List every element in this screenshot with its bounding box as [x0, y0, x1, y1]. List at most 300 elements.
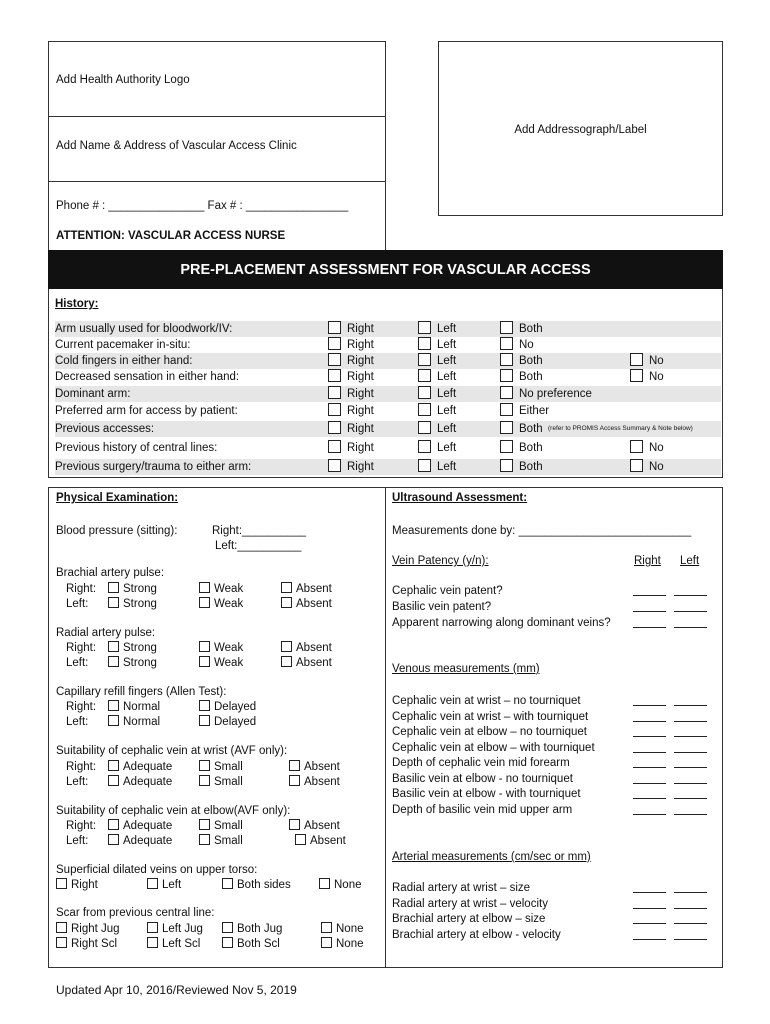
checkbox[interactable] [630, 369, 643, 382]
patency-item: Cephalic vein patent? [392, 585, 503, 597]
history-option-o3[interactable] [500, 421, 543, 437]
history-option-o2[interactable] [418, 353, 456, 369]
patency-item-blanks[interactable] [625, 585, 707, 599]
brachial-left-opt1[interactable] [199, 597, 243, 611]
scar-row1-option-0-label: Right Jug [71, 923, 120, 935]
history-row [55, 386, 721, 402]
left-blank[interactable] [674, 773, 707, 784]
checkbox[interactable] [418, 369, 431, 382]
history-option-o2[interactable] [418, 337, 456, 353]
option-label: Left [437, 371, 457, 383]
checkbox[interactable] [281, 641, 292, 652]
option-label: No [649, 371, 664, 383]
brachial-left-opt0[interactable] [108, 597, 157, 611]
history-option-o2[interactable] [418, 403, 456, 419]
checkbox[interactable] [500, 353, 513, 366]
history-option-o1[interactable] [328, 353, 374, 369]
patency-item: Apparent narrowing along dominant veins? [392, 617, 611, 629]
radial-right-opt1-label: Weak [214, 642, 244, 654]
form-title: PRE-PLACEMENT ASSESSMENT FOR VASCULAR ACCESS [180, 262, 591, 278]
history-option-o1[interactable] [328, 440, 374, 456]
option-label: Both [519, 323, 543, 335]
arterial-item: Brachial artery at elbow – size [392, 913, 546, 925]
arterial-item-blanks[interactable] [625, 913, 707, 927]
checkbox[interactable] [295, 834, 306, 845]
right-blank[interactable] [633, 711, 666, 722]
radial-left-opt2[interactable] [281, 656, 332, 670]
history-heading: History: [55, 298, 99, 310]
left-blank[interactable] [674, 788, 707, 799]
history-row [55, 421, 721, 437]
ceph-elbow-right-side: Right: [66, 820, 97, 832]
radial-left-opt1[interactable] [199, 656, 243, 670]
option-label: Right [347, 371, 374, 383]
history-option-o1[interactable] [328, 369, 374, 385]
option-label: Right [347, 323, 374, 335]
checkbox[interactable] [56, 937, 67, 948]
torso-option-0-label: Right [71, 879, 98, 891]
torso-option-3[interactable] [319, 878, 362, 892]
right-blank[interactable] [633, 726, 666, 737]
left-blank[interactable] [674, 913, 707, 924]
checkbox[interactable] [500, 459, 513, 472]
capillary-left-opt0[interactable] [108, 715, 160, 729]
left-blank[interactable] [674, 882, 707, 893]
checkbox[interactable] [199, 582, 210, 593]
ceph-elbow-right-opt0[interactable] [108, 819, 172, 833]
radial-right-opt2[interactable] [281, 641, 332, 655]
venous-item: Cephalic vein at wrist – with tourniquet [392, 710, 589, 723]
checkbox[interactable] [222, 937, 233, 948]
brachial-left-opt0-label: Strong [123, 598, 157, 610]
checkbox[interactable] [108, 715, 119, 726]
bp-left-field[interactable]: Left:__________ [215, 540, 302, 552]
arterial-item-blanks[interactable] [625, 882, 707, 896]
scar-row2-option-2-label: Both Scl [237, 938, 280, 950]
checkbox[interactable] [328, 403, 341, 416]
checkbox[interactable] [108, 700, 119, 711]
brachial-right-opt2[interactable] [281, 582, 332, 596]
option-label: No [649, 355, 664, 367]
checkbox[interactable] [630, 440, 643, 453]
checkbox[interactable] [500, 337, 513, 350]
ceph-elbow-left-opt0-label: Adequate [123, 835, 173, 847]
checkbox[interactable] [108, 597, 119, 608]
capillary-left-opt1[interactable] [199, 715, 256, 729]
checkbox[interactable] [56, 922, 67, 933]
addressograph-placeholder: Add Addressograph/Label [514, 124, 647, 136]
option-label: No [519, 339, 534, 351]
checkbox[interactable] [108, 582, 119, 593]
venous-title: Venous measurements (mm) [392, 663, 540, 675]
option-label: No preference [519, 388, 592, 400]
ceph-wrist-right-opt0[interactable] [108, 760, 172, 774]
scar-row1-option-2[interactable] [222, 922, 282, 936]
history-option-o2[interactable] [418, 386, 456, 402]
checkbox[interactable] [199, 641, 210, 652]
history-option-o2[interactable] [418, 440, 456, 456]
ceph-wrist-left-opt0-label: Adequate [123, 776, 173, 788]
checkbox[interactable] [418, 337, 431, 350]
checkbox[interactable] [418, 440, 431, 453]
checkbox[interactable] [418, 421, 431, 434]
venous-item-blanks[interactable] [625, 726, 707, 740]
option-label: Left [437, 388, 457, 400]
right-blank[interactable] [633, 617, 666, 628]
ceph-wrist-right-opt2-label: Absent [304, 761, 340, 773]
checkbox[interactable] [108, 760, 119, 771]
left-blank[interactable] [674, 585, 707, 596]
checkbox[interactable] [147, 922, 158, 933]
option-label: Both [519, 442, 543, 454]
right-blank[interactable] [633, 695, 666, 706]
checkbox[interactable] [199, 760, 210, 771]
checkbox[interactable] [199, 597, 210, 608]
left-blank[interactable] [674, 711, 707, 722]
scar-row1-option-1[interactable] [147, 922, 203, 936]
checkbox[interactable] [199, 715, 210, 726]
history-question: Previous history of central lines: [55, 442, 218, 454]
ceph-wrist-right-opt1[interactable] [199, 760, 243, 774]
radial-left-side: Left: [66, 657, 89, 669]
checkbox[interactable] [289, 775, 300, 786]
patency-item-blanks[interactable] [625, 617, 707, 631]
history-option-o3[interactable] [500, 403, 549, 419]
checkbox[interactable] [328, 459, 341, 472]
venous-item-blanks[interactable] [625, 711, 707, 725]
scar-row1-option-0[interactable] [56, 922, 120, 936]
ceph-wrist-right-opt0-label: Adequate [123, 761, 173, 773]
checkbox[interactable] [281, 582, 292, 593]
checkbox[interactable] [630, 353, 643, 366]
patency-title: Vein Patency (y/n): [392, 555, 489, 567]
right-blank[interactable] [633, 757, 666, 768]
radial-left-opt0-label: Strong [123, 657, 157, 669]
arterial-item-blanks[interactable] [625, 929, 707, 943]
option-label: Left [437, 442, 457, 454]
right-blank[interactable] [633, 601, 666, 612]
bp-right-field[interactable]: Right:__________ [212, 525, 306, 537]
history-option-o4[interactable] [630, 440, 664, 456]
history-option-o4[interactable] [630, 459, 664, 475]
history-option-o3[interactable] [500, 337, 534, 353]
ceph-wrist-right-opt2[interactable] [289, 760, 340, 774]
option-label: Both [519, 371, 543, 383]
history-option-o3[interactable] [500, 386, 592, 402]
checkbox[interactable] [328, 337, 341, 350]
checkbox[interactable] [328, 440, 341, 453]
checkbox[interactable] [319, 878, 330, 889]
right-blank[interactable] [633, 882, 666, 893]
checkbox[interactable] [56, 878, 67, 889]
ceph-elbow-right-opt2-label: Absent [304, 820, 340, 832]
attention-line: ATTENTION: VASCULAR ACCESS NURSE [56, 230, 286, 242]
left-blank[interactable] [674, 617, 707, 628]
history-option-o3[interactable] [500, 369, 543, 385]
checkbox[interactable] [500, 421, 513, 434]
history-option-o1[interactable] [328, 403, 374, 419]
history-question: Arm usually used for bloodwork/IV: [55, 323, 233, 335]
history-question: Previous accesses: [55, 423, 155, 435]
ceph-elbow-left-opt1-label: Small [214, 835, 243, 847]
history-option-o2[interactable] [418, 421, 456, 437]
ceph-wrist-left-opt0[interactable] [108, 775, 172, 789]
venous-item: Basilic vein at elbow - with tourniquet [392, 788, 581, 800]
venous-item-blanks[interactable] [625, 757, 707, 771]
venous-item: Cephalic vein at elbow – no tourniquet [392, 726, 587, 738]
brachial-right-opt0[interactable] [108, 582, 157, 596]
history-option-o2[interactable] [418, 369, 456, 385]
checkbox[interactable] [328, 369, 341, 382]
history-option-o3[interactable] [500, 459, 543, 475]
left-blank[interactable] [674, 757, 707, 768]
brachial-right-opt1[interactable] [199, 582, 243, 596]
left-blank[interactable] [674, 929, 707, 940]
radial-left-opt0[interactable] [108, 656, 157, 670]
arterial-item: Radial artery at wrist – velocity [392, 897, 548, 910]
checkbox[interactable] [108, 775, 119, 786]
checkbox[interactable] [418, 321, 431, 334]
option-label: Either [519, 405, 550, 417]
option-label: Right [347, 388, 374, 400]
venous-item-blanks[interactable] [625, 742, 707, 756]
ceph-elbow-left-opt0[interactable] [108, 834, 172, 848]
radial-left-opt1-label: Weak [214, 657, 244, 669]
checkbox[interactable] [500, 386, 513, 399]
checkbox[interactable] [500, 369, 513, 382]
checkbox[interactable] [500, 403, 513, 416]
ceph-wrist-left-opt2[interactable] [289, 775, 340, 789]
scar-row2-option-1-label: Left Scl [162, 938, 201, 950]
checkbox[interactable] [328, 321, 341, 334]
history-option-o1[interactable] [328, 337, 374, 353]
patency-item: Basilic vein patent? [392, 601, 492, 613]
history-option-o4[interactable] [630, 353, 664, 369]
history-option-o4[interactable] [630, 369, 664, 385]
right-blank[interactable] [633, 929, 666, 940]
history-row [55, 403, 721, 419]
left-blank[interactable] [674, 804, 707, 815]
history-row [55, 321, 721, 337]
history-row [55, 337, 721, 353]
venous-item-blanks[interactable] [625, 695, 707, 709]
checkbox[interactable] [147, 937, 158, 948]
right-blank[interactable] [633, 585, 666, 596]
checkbox[interactable] [418, 403, 431, 416]
checkbox[interactable] [108, 834, 119, 845]
ceph-elbow-title: Suitability of cephalic vein at elbow(AVF only): [56, 805, 291, 817]
checkbox[interactable] [199, 819, 210, 830]
ceph-wrist-left-opt1[interactable] [199, 775, 243, 789]
left-blank[interactable] [674, 742, 707, 753]
radial-right-opt1[interactable] [199, 641, 243, 655]
checkbox[interactable] [289, 819, 300, 830]
radial-left-opt2-label: Absent [296, 657, 332, 669]
ceph-elbow-right-opt2[interactable] [289, 819, 340, 833]
checkbox[interactable] [321, 937, 332, 948]
venous-item-blanks[interactable] [625, 773, 707, 787]
history-row [55, 369, 721, 385]
brachial-left-opt2-label: Absent [296, 598, 332, 610]
torso-option-2-label: Both sides [237, 879, 291, 891]
capillary-title: Capillary refill fingers (Allen Test): [56, 686, 227, 698]
option-label: Left [437, 405, 457, 417]
checkbox[interactable] [108, 641, 119, 652]
right-blank[interactable] [633, 804, 666, 815]
checkbox[interactable] [108, 656, 119, 667]
torso-option-1[interactable] [147, 878, 181, 892]
checkbox[interactable] [199, 700, 210, 711]
right-blank[interactable] [633, 913, 666, 924]
option-label: Left [437, 461, 457, 473]
brachial-left-opt2[interactable] [281, 597, 332, 611]
option-label: Right [347, 461, 374, 473]
ceph-wrist-title: Suitability of cephalic vein at wrist (AVF only): [56, 745, 288, 757]
scar-row2-option-3-label: None [336, 938, 364, 950]
scar-row1-option-2-label: Both Jug [237, 923, 283, 935]
checkbox[interactable] [328, 386, 341, 399]
option-label: Left [437, 355, 457, 367]
history-question: Decreased sensation in either hand: [55, 371, 240, 383]
torso-option-1-label: Left [162, 879, 182, 891]
scar-row2-option-2[interactable] [222, 937, 280, 951]
venous-item-blanks[interactable] [625, 804, 707, 818]
torso-option-2[interactable] [222, 878, 291, 892]
right-blank[interactable] [633, 742, 666, 753]
scar-row1-option-3-label: None [336, 923, 364, 935]
history-question: Previous surgery/trauma to either arm: [55, 461, 252, 473]
scar-row2-option-0[interactable] [56, 937, 117, 951]
option-label: Right [347, 355, 374, 367]
checkbox[interactable] [418, 459, 431, 472]
checkbox[interactable] [418, 353, 431, 366]
scar-row2-option-1[interactable] [147, 937, 200, 951]
ceph-wrist-left-opt2-label: Absent [304, 776, 340, 788]
checkbox[interactable] [500, 440, 513, 453]
physical-heading: Physical Examination: [56, 492, 179, 504]
ceph-elbow-right-opt1[interactable] [199, 819, 243, 833]
capillary-right-opt1[interactable] [199, 700, 256, 714]
checkbox[interactable] [328, 421, 341, 434]
option-label: No [649, 442, 664, 454]
ceph-elbow-left-opt2-label: Absent [310, 835, 346, 847]
option-label: Both [519, 461, 543, 473]
history-option-o2[interactable] [418, 321, 456, 337]
previous-access-note: (refer to PROMIS Access Summary & Note below) [548, 425, 693, 432]
left-blank[interactable] [674, 601, 707, 612]
checkbox[interactable] [147, 878, 158, 889]
radial-right-opt0-label: Strong [123, 642, 157, 654]
bp-label: Blood pressure (sitting): [56, 525, 178, 537]
checkbox[interactable] [418, 386, 431, 399]
option-label: Left [437, 339, 457, 351]
option-label: Both [519, 423, 543, 435]
venous-item-blanks[interactable] [625, 788, 707, 802]
measured-by-field[interactable]: Measurements done by: ___________________________ [392, 525, 692, 537]
arterial-item: Brachial artery at elbow - velocity [392, 928, 561, 941]
checkbox[interactable] [108, 819, 119, 830]
radial-title: Radial artery pulse: [56, 627, 156, 639]
ceph-wrist-right-side: Right: [66, 761, 97, 773]
left-blank[interactable] [674, 726, 707, 737]
option-label: Right [347, 339, 374, 351]
checkbox[interactable] [281, 656, 292, 667]
history-question: Dominant arm: [55, 388, 131, 400]
right-blank[interactable] [633, 773, 666, 784]
checkbox[interactable] [281, 597, 292, 608]
venous-item: Cephalic vein at wrist – no tourniquet [392, 695, 581, 707]
history-option-o3[interactable] [500, 440, 543, 456]
torso-option-3-label: None [334, 879, 362, 891]
scar-row2-option-3[interactable] [321, 937, 364, 951]
brachial-title: Brachial artery pulse: [56, 567, 165, 579]
checkbox[interactable] [222, 922, 233, 933]
brachial-left-opt1-label: Weak [214, 598, 244, 610]
checkbox[interactable] [328, 353, 341, 366]
checkbox[interactable] [630, 459, 643, 472]
history-row [55, 440, 721, 456]
footer-revision: Updated Apr 10, 2016/Reviewed Nov 5, 2019 [56, 983, 297, 997]
scar-row1-option-3[interactable] [321, 922, 364, 936]
option-label: Left [437, 423, 457, 435]
left-blank[interactable] [674, 898, 707, 909]
venous-item: Basilic vein at elbow - no tourniquet [392, 772, 573, 785]
patency-item-blanks[interactable] [625, 601, 707, 615]
option-label: Right [347, 442, 374, 454]
brachial-right-opt1-label: Weak [214, 583, 244, 595]
history-row [55, 353, 721, 369]
history-question: Preferred arm for access by patient: [55, 405, 238, 417]
checkbox[interactable] [222, 878, 233, 889]
history-option-o1[interactable] [328, 459, 374, 475]
radial-right-opt0[interactable] [108, 641, 157, 655]
ceph-elbow-left-opt2[interactable] [295, 834, 346, 848]
arterial-item-blanks[interactable] [625, 898, 707, 912]
brachial-right-side: Right: [66, 583, 97, 595]
left-blank[interactable] [674, 695, 707, 706]
venous-item: Depth of cephalic vein mid forearm [392, 757, 570, 769]
history-option-o1[interactable] [328, 421, 374, 437]
phone-fax-line[interactable]: Phone # : _______________ Fax # : ________________ [56, 200, 349, 212]
checkbox[interactable] [289, 760, 300, 771]
history-option-o3[interactable] [500, 353, 543, 369]
history-option-o3[interactable] [500, 321, 543, 337]
right-blank[interactable] [633, 788, 666, 799]
venous-item: Cephalic vein at elbow – with tourniquet [392, 741, 595, 754]
checkbox[interactable] [199, 834, 210, 845]
checkbox[interactable] [500, 321, 513, 334]
torso-title: Superficial dilated veins on upper torso: [56, 864, 258, 876]
checkbox[interactable] [199, 775, 210, 786]
history-option-o1[interactable] [328, 321, 374, 337]
torso-option-0[interactable] [56, 878, 98, 892]
option-label: Right [347, 423, 374, 435]
ceph-wrist-left-side: Left: [66, 776, 89, 788]
history-option-o2[interactable] [418, 459, 456, 475]
right-blank[interactable] [633, 898, 666, 909]
capillary-right-opt0-label: Normal [123, 701, 161, 713]
ceph-elbow-left-opt1[interactable] [199, 834, 243, 848]
ceph-elbow-left-side: Left: [66, 835, 89, 847]
checkbox[interactable] [199, 656, 210, 667]
capillary-left-opt1-label: Delayed [214, 716, 257, 728]
checkbox[interactable] [321, 922, 332, 933]
ceph-elbow-right-opt1-label: Small [214, 820, 243, 832]
scar-row2-option-0-label: Right Scl [71, 938, 118, 950]
capillary-right-opt0[interactable] [108, 700, 160, 714]
brachial-right-opt0-label: Strong [123, 583, 157, 595]
history-option-o1[interactable] [328, 386, 374, 402]
